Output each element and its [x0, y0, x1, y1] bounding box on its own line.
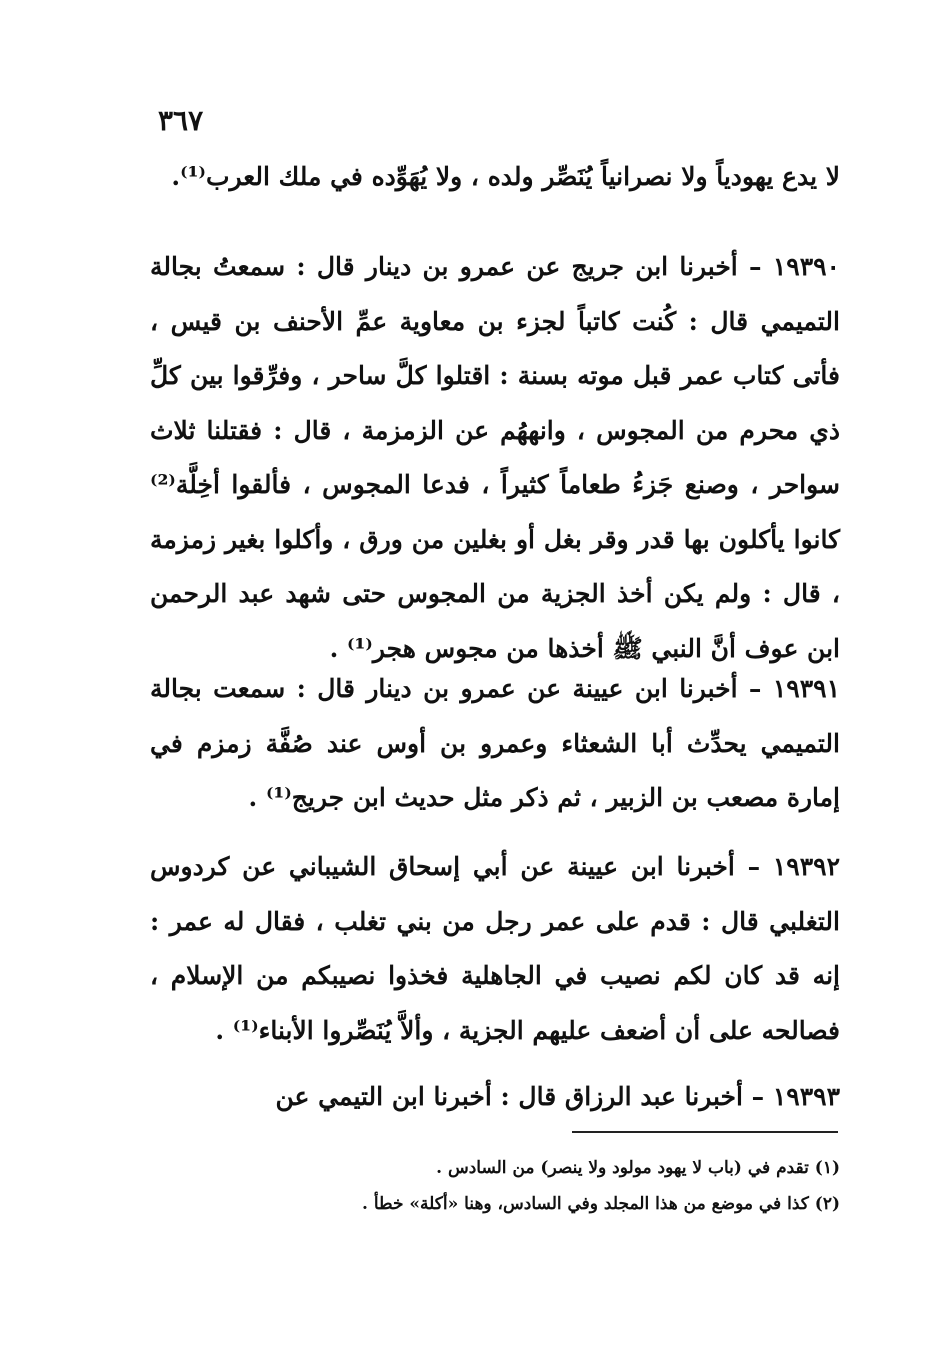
hadith-number: ١٩٣٩٠	[772, 252, 840, 281]
hadith-19391	[150, 662, 840, 826]
footnote-1: (١) تقدم في (باب لا يهود مولود ولا ينصر) من السادس .	[436, 1158, 840, 1178]
hadith-19393	[150, 1070, 840, 1125]
intro-paragraph	[150, 150, 840, 205]
hadith-number: ١٩٣٩١	[772, 674, 840, 703]
hadith-paragraph	[150, 1070, 840, 1125]
hadith-text: – أخبرنا ابن جريج عن عمرو بن دينار قال : سمعتُ بجالة التميمي قال : كُنت كاتباً لجزء بن معاوية عمِّ الأحنف بن قيس ، فأتى كتاب عمر قبل موته بسنة : اقتلوا كلَّ ساحر ، وفرِّقوا بين كلِّ ذي محرم من المجوس ، وانههُم عن الزمزمة ، قال : فقتلنا ثلاث سواحر ، وصنع جَزءُ طعاماً كثيراً ، فدعا المجوس ، فألقوا أخِلَّة⁽²⁾ كانوا يأكلون بها قدر وقر بغل أو بغلين من ورق ، وأكلوا بغير زمزمة ، قال : ولم يكن أخذ الجزية من المجوس حتى شهد عبد الرحمن ابن عوف أنَّ النبي ﷺ أخذها من مجوس هجر⁽¹⁾ .	[150, 252, 840, 663]
hadith-19390	[150, 240, 840, 676]
hadith-number: ١٩٣٩٢	[772, 852, 840, 881]
hadith-text: – أخبرنا عبد الرزاق قال : أخبرنا ابن التيمي عن	[275, 1082, 765, 1111]
hadith-19392	[150, 840, 840, 1058]
hadith-paragraph	[150, 240, 840, 676]
footnote-2: (٢) كذا في موضع من هذا المجلد وفي السادس، وهنا «أكلة» خطأ .	[362, 1194, 840, 1214]
hadith-number: ١٩٣٩٣	[772, 1082, 840, 1111]
hadith-text: – أخبرنا ابن عيينة عن عمرو بن دينار قال : سمعت بجالة التميمي يحدِّث أبا الشعثاء وعمرو بن أوس عند صُفَّة زمزم في إمارة مصعب بن الزبير ، ثم ذكر مثل حديث ابن جريج⁽¹⁾ .	[150, 674, 840, 812]
footnote-divider	[572, 1131, 838, 1133]
footnotes	[180, 1150, 840, 1222]
page-number: ٣٦٧	[158, 104, 204, 137]
hadith-text: – أخبرنا ابن عيينة عن أبي إسحاق الشيباني عن كردوس التغلبي قال : قدم على عمر رجل من بني تغلب ، فقال له عمر : إنه قد كان لكم نصيب في الجاهلية فخذوا نصيبكم من الإسلام ، فصالحه على أن أضعف عليهم الجزية ، وألاَّ يُنَصِّروا الأبناء⁽¹⁾ .	[150, 852, 840, 1045]
intro-text: لا يدع يهودياً ولا نصرانياً يُنَصِّر ولده ، ولا يُهَوِّده في ملك العرب⁽¹⁾.	[171, 162, 840, 191]
hadith-paragraph	[150, 662, 840, 826]
hadith-paragraph	[150, 840, 840, 1058]
